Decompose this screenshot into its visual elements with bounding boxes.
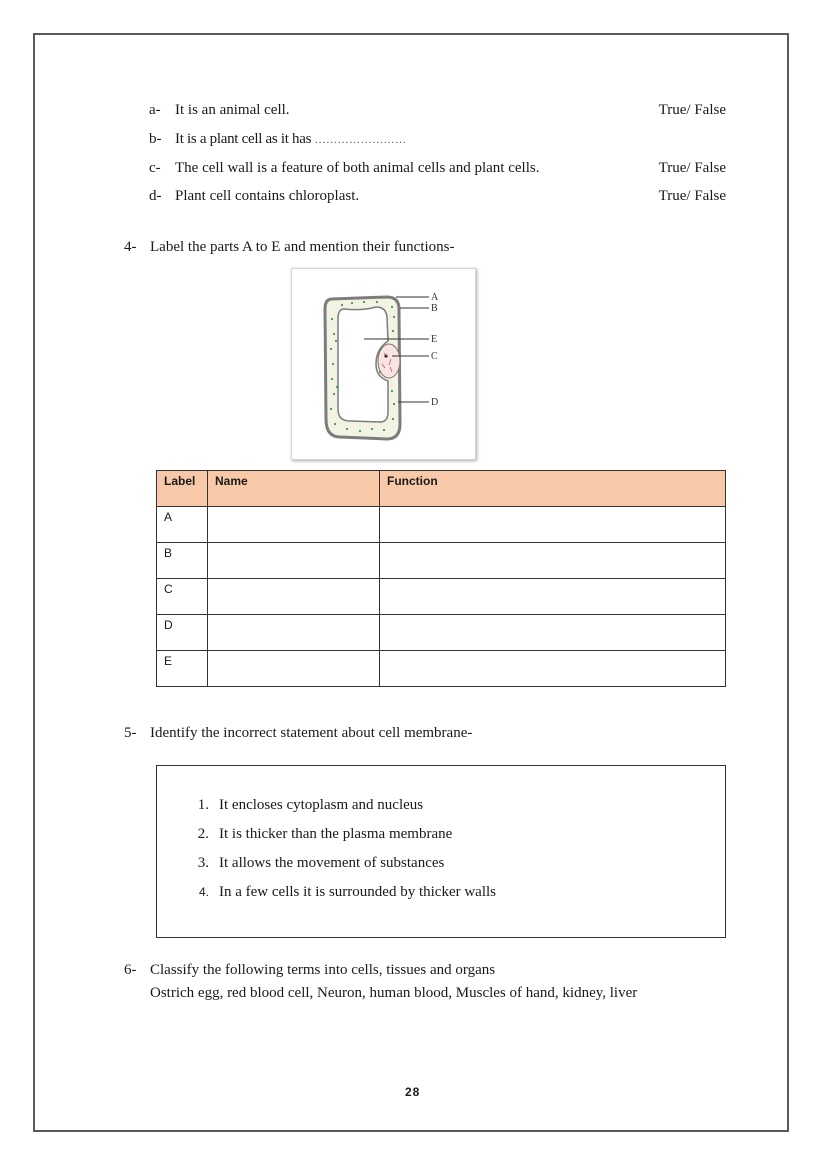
page-number: 28 (405, 1085, 421, 1099)
diagram-label-b: B (431, 303, 438, 314)
plant-cell-svg (292, 269, 475, 459)
option-text: It is thicker than the plasma membrane (219, 826, 453, 842)
table-row (157, 507, 726, 543)
question-5-text: Identify the incorrect statement about cell membrane- (150, 725, 473, 741)
row-function-cell[interactable] (380, 579, 726, 615)
question-5-number: 5- (124, 725, 137, 741)
row-label: E (157, 651, 208, 687)
option-number: 4. (198, 885, 209, 899)
table-row (157, 579, 726, 615)
item-c-true-false: True/ False (658, 160, 726, 176)
question-6-number: 6- (124, 962, 137, 978)
item-b-statement: It is a plant cell as it has (175, 131, 312, 147)
diagram-label-e: E (431, 334, 438, 345)
item-b-blank[interactable]: …………………… (314, 134, 407, 146)
header-name: Name (208, 471, 380, 507)
header-function: Function (380, 471, 726, 507)
item-a-text: It is an animal cell. (175, 102, 290, 118)
table-row (157, 615, 726, 651)
options-box (156, 765, 726, 938)
diagram-label-d: D (431, 397, 439, 408)
plant-cell-diagram (291, 268, 476, 460)
table-row (157, 543, 726, 579)
row-name-cell[interactable] (208, 507, 380, 543)
item-b-label: b- (149, 131, 162, 147)
question-4-text: Label the parts A to E and mention their functions- (150, 239, 455, 255)
question-6-terms: Ostrich egg, red blood cell, Neuron, human blood, Muscles of hand, kidney, liver (150, 985, 638, 1001)
option-number: 3. (197, 855, 209, 871)
row-label: D (157, 615, 208, 651)
header-label: Label (157, 471, 208, 507)
item-a-true-false: True/ False (658, 102, 726, 118)
question-6-text: Classify the following terms into cells, tissues and organs (150, 962, 496, 978)
row-name-cell[interactable] (208, 579, 380, 615)
diagram-label-c: C (431, 351, 438, 362)
diagram-label-a: A (431, 292, 439, 303)
table-row (157, 651, 726, 687)
item-a-label: a- (149, 102, 161, 118)
item-c-label: c- (149, 160, 161, 176)
table-header-row (157, 471, 726, 507)
item-c-text: The cell wall is a feature of both animal cells and plant cells. (175, 160, 540, 176)
option-text: It allows the movement of substances (219, 855, 445, 871)
parts-table (156, 470, 726, 687)
question-4-number: 4- (124, 239, 137, 255)
item-d-text: Plant cell contains chloroplast. (175, 188, 360, 204)
option-text: It encloses cytoplasm and nucleus (219, 797, 424, 813)
item-d-label: d- (149, 188, 162, 204)
row-name-cell[interactable] (208, 651, 380, 687)
option-number: 1. (197, 797, 209, 813)
row-name-cell[interactable] (208, 543, 380, 579)
row-label: A (157, 507, 208, 543)
item-d-true-false: True/ False (658, 188, 726, 204)
row-function-cell[interactable] (380, 615, 726, 651)
row-label: C (157, 579, 208, 615)
row-name-cell[interactable] (208, 615, 380, 651)
row-function-cell[interactable] (380, 651, 726, 687)
option-number: 2. (197, 826, 209, 842)
row-function-cell[interactable] (380, 507, 726, 543)
option-text: In a few cells it is surrounded by thicker walls (219, 884, 497, 900)
row-label: B (157, 543, 208, 579)
item-b-text (175, 130, 407, 149)
row-function-cell[interactable] (380, 543, 726, 579)
